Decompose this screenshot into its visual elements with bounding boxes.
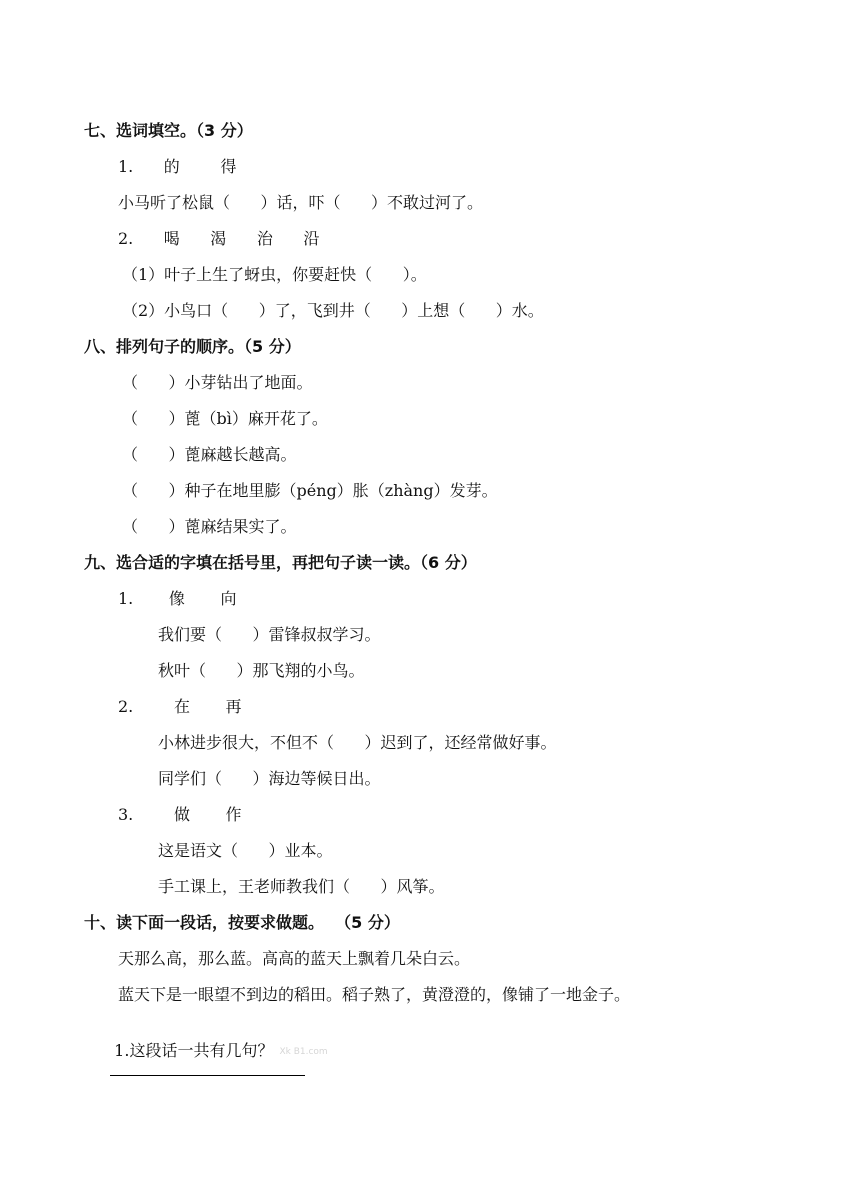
section-7-q2-item-1: （1）叶子上生了蚜虫，你要赶快（ ）。 [122,265,427,284]
section-7-heading: 七、选词填空。（3 分） [84,121,253,140]
section-8-item-4: （ ）种子在地里膨（péng）胀（zhàng）发芽。 [122,481,498,500]
section-9-group-1-choices: 1. 像 向 [118,589,237,608]
section-9-group-2-sentence-1: 小林进步很大，不但不（ ）迟到了，还经常做好事。 [158,733,557,752]
section-7-q1-sentence: 小马听了松鼠（ ）话，吓（ ）不敢过河了。 [118,193,484,212]
section-7-q1-choices: 1. 的 得 [118,157,237,176]
section-7-q2-item-2: （2）小鸟口（ ）了，飞到井（ ）上想（ ）水。 [122,301,544,320]
section-10-question-1-text: 1.这段话一共有几句？ [114,1041,274,1060]
section-8-item-3: （ ）蓖麻越长越高。 [122,445,297,464]
watermark: Xk B1.com [279,1046,328,1057]
section-8-item-2: （ ）蓖（bì）麻开花了。 [122,409,328,428]
section-9-group-2-sentence-2: 同学们（ ）海边等候日出。 [158,769,381,788]
section-8-item-1: （ ）小芽钻出了地面。 [122,373,313,392]
section-10-paragraph-1: 天那么高，那么蓝。高高的蓝天上飘着几朵白云。 [118,949,471,968]
section-10-paragraph-2: 蓝天下是一眼望不到边的稻田。稻子熟了，黄澄澄的，像铺了一地金子。 [118,985,631,1004]
answer-line[interactable] [110,1075,305,1076]
section-9-group-2-choices: 2. 在 再 [118,697,242,716]
section-9-heading: 九、选合适的字填在括号里，再把句子读一读。（6 分） [84,553,477,572]
section-7-q2-choices: 2. 喝 渴 治 沿 [118,229,320,248]
section-8-heading: 八、排列句子的顺序。（5 分） [84,337,301,356]
section-8-item-5: （ ）蓖麻结果实了。 [122,517,297,536]
section-9-group-3-sentence-2: 手工课上，王老师教我们（ ）风筝。 [158,877,445,896]
section-9-group-3-sentence-1: 这是语文（ ）业本。 [158,841,333,860]
section-10-heading: 十、读下面一段话，按要求做题。 （5 分） [84,913,400,932]
section-10-question-1 [104,1021,328,1062]
section-9-group-1-sentence-1: 我们要（ ）雷锋叔叔学习。 [158,625,381,644]
section-9-group-3-choices: 3. 做 作 [118,805,242,824]
section-9-group-1-sentence-2: 秋叶（ ）那飞翔的小鸟。 [158,661,365,680]
